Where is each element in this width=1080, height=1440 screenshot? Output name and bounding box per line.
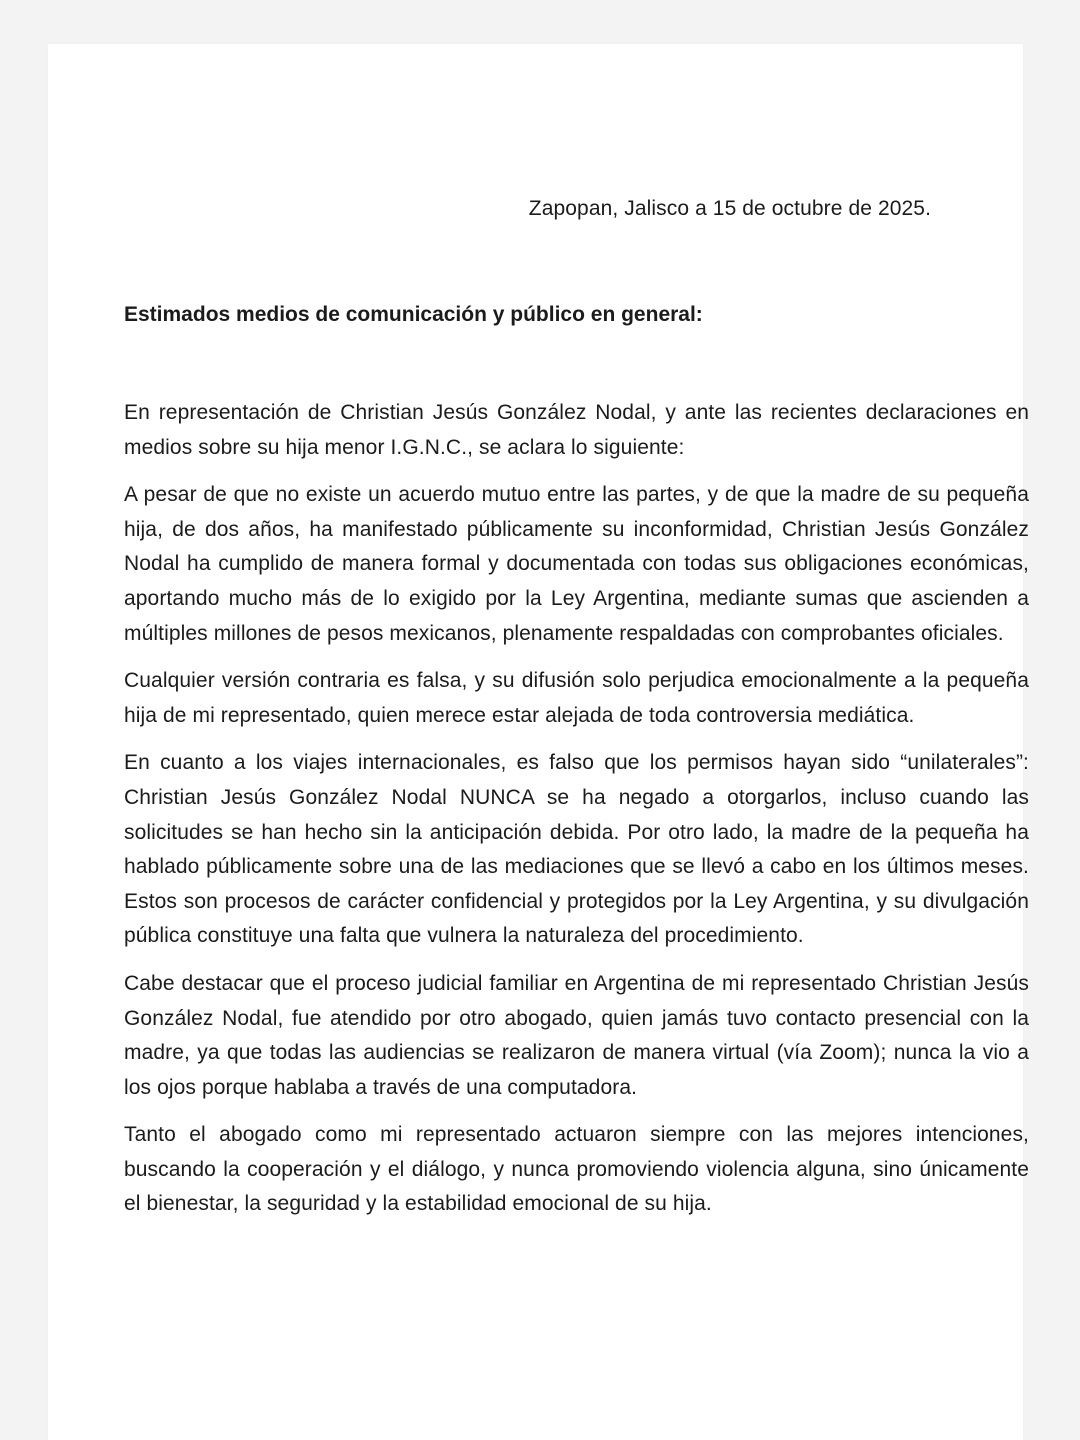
letter-body (124, 396, 1029, 1235)
paragraph-false-version: Cualquier versión contraria es falsa, y su difusión solo perjudica emocionalmente a la pequeña hija de mi representado, quien merece estar alejada de toda controversia mediática. (124, 669, 1029, 727)
paragraph-travel: En cuanto a los viajes internacionales, es falso que los permisos hayan sido “unilaterales”: Christian Jesús González Nodal NUNCA se ha negado a otorgarlos, incluso cuando las solicitudes se han hecho sin la anticipación debida. Por otro lado, la madre de la pequeña ha hablado públicamente sobre una de las mediaciones que se llevó a cabo en los últimos meses. Estos son procesos de carácter confidencial y protegidos por la Ley Argentina, y su divulgación pública constituye una falta que vulnera la naturaleza del procedimiento. (124, 751, 1029, 948)
date-line: Zapopan, Jalisco a 15 de octubre de 2025. (528, 197, 931, 220)
paragraph-judicial-process: Cabe destacar que el proceso judicial familiar en Argentina de mi representado Christian Jesús González Nodal, fue atendido por otro abogado, quien jamás tuvo contacto presencial con la madre, ya que todas las audiencias se realizaron de manera virtual (vía Zoom); nunca la vio a los ojos porque hablaba a través de una computadora. (124, 971, 1029, 1099)
paragraph-closing: Tanto el abogado como mi representado actuaron siempre con las mejores intenciones, buscando la cooperación y el diálogo, y nunca promoviendo violencia alguna, sino únicamente el bienestar, la seguridad y la estabilidad emocional de su hija. (124, 1123, 1029, 1216)
salutation: Estimados medios de comunicación y público en general: (124, 303, 703, 326)
paragraph-intro: En representación de Christian Jesús González Nodal, y ante las recientes declaraciones en medios sobre su hija menor I.G.N.C., se aclara lo siguiente: (124, 401, 1029, 459)
paragraph-obligations: A pesar de que no existe un acuerdo mutuo entre las partes, y de que la madre de su pequeña hija, de dos años, ha manifestado públicamente su inconformidad, Christian Jesús González Nodal ha cumplido de manera formal y documentada con todas sus obligaciones económicas, aportando mucho más de lo exigido por la Ley Argentina, mediante sumas que ascienden a múltiples millones de pesos mexicanos, plenamente respaldadas con comprobantes oficiales. (124, 483, 1029, 645)
letter-page (48, 44, 1029, 1440)
